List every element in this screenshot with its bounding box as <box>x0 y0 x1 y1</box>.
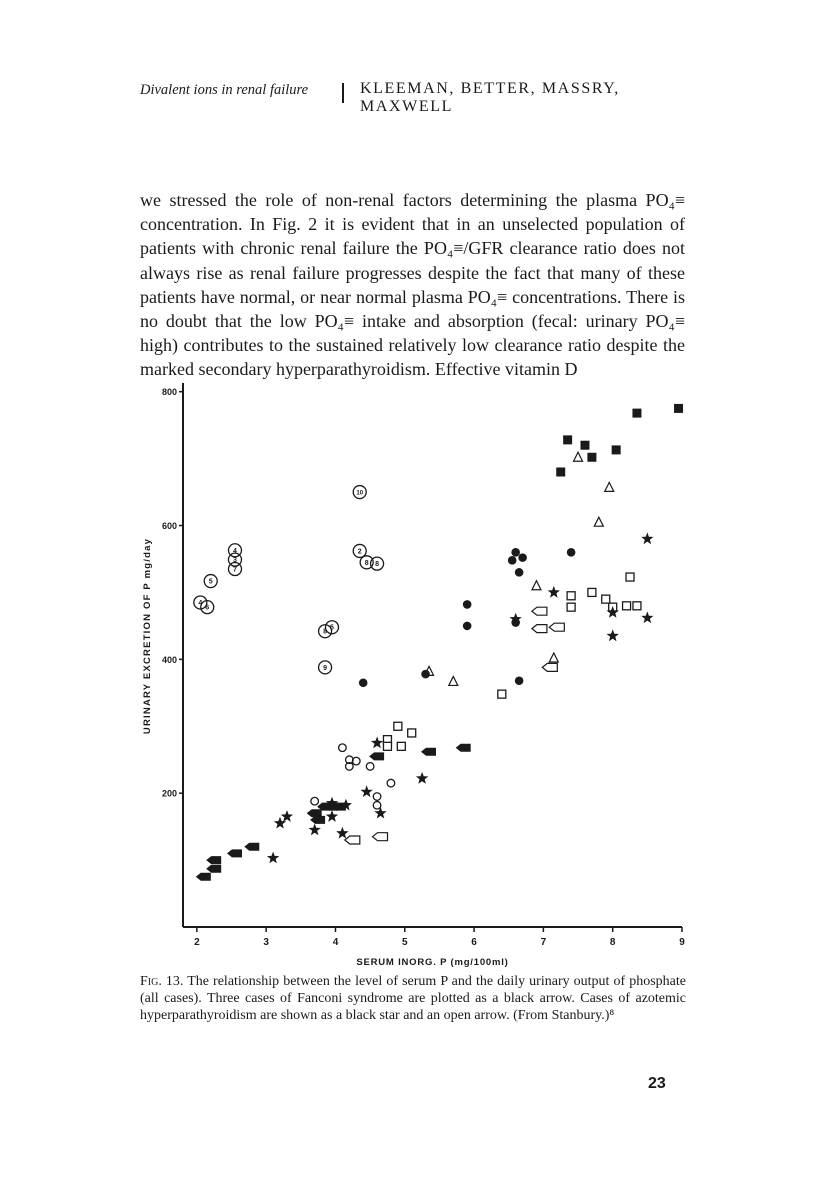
header-divider <box>342 83 344 103</box>
data-point-numbered-circle <box>204 575 217 588</box>
data-point-numbered-circle <box>319 661 332 674</box>
y-tick-label: 200 <box>161 788 177 799</box>
data-point-fstar <box>326 810 338 822</box>
data-point-farrow <box>369 752 384 760</box>
data-point-farrow <box>421 748 436 756</box>
data-point-fstar <box>309 824 321 836</box>
data-point-fcircle <box>359 678 368 687</box>
data-point-osquare <box>626 573 634 581</box>
data-point-otriangle <box>605 482 614 491</box>
body-paragraph <box>140 188 685 382</box>
data-point-oarrow <box>549 623 564 631</box>
data-point-otriangle <box>532 581 541 590</box>
data-point-fcircle <box>518 553 527 562</box>
numbered-circle-label: 5 <box>208 578 213 586</box>
data-point-fstar <box>267 852 279 864</box>
numbered-circle-label: 8 <box>323 628 328 636</box>
numbered-circle-label: 2 <box>357 548 362 556</box>
caption-label: Fig. 13. <box>140 974 184 989</box>
caption-text: The relationship between the level of serum P and the daily urinary output of phosphate (all cases). Three cases of Fanconi syndrome are plotted as a black arrow. Cases of azotemic hyperparathyroidism are shown as a black star and an open arrow. (From Stanbury.)⁸ <box>140 974 686 1023</box>
y-tick-label: 400 <box>161 654 177 665</box>
data-point-osquare <box>567 592 575 600</box>
data-point-fstar <box>281 810 293 822</box>
data-point-ocircle <box>387 779 395 787</box>
y-tick-label: 600 <box>161 521 177 532</box>
data-point-fsquare <box>674 404 683 413</box>
data-point-fsquare <box>556 467 565 476</box>
data-point-ocircle <box>311 797 319 805</box>
x-tick-label: 8 <box>609 937 616 948</box>
numbered-circle-label: 6 <box>205 604 210 612</box>
data-point-fstar <box>607 629 619 641</box>
numbered-circle-label: 7 <box>233 566 237 574</box>
data-point-farrow <box>206 865 221 873</box>
data-point-otriangle <box>449 676 458 685</box>
data-point-oarrow <box>532 625 547 633</box>
data-point-farrow <box>227 849 242 857</box>
data-point-numbered-circle <box>353 486 366 499</box>
page-number: 23 <box>648 1075 666 1092</box>
data-point-ocircle <box>352 757 360 765</box>
data-point-fsquare <box>632 409 641 418</box>
data-point-numbered-circle <box>228 563 241 576</box>
data-point-farrow <box>244 843 259 851</box>
data-point-farrow <box>206 856 221 864</box>
numbered-circle-label: 9 <box>323 664 328 672</box>
data-point-fstar <box>416 772 428 784</box>
data-point-otriangle <box>549 653 558 662</box>
data-point-fcircle <box>421 670 430 679</box>
numbered-circle-label: 4 <box>198 599 203 607</box>
data-point-otriangle <box>594 517 603 526</box>
numbered-circle-label: 8 <box>364 559 369 567</box>
data-point-fsquare <box>580 441 589 450</box>
data-point-fsquare <box>612 445 621 454</box>
figure-caption <box>140 973 686 1024</box>
data-point-numbered-circle <box>353 544 366 557</box>
data-point-oarrow <box>532 607 547 615</box>
numbered-circle-label: 10 <box>356 490 364 497</box>
data-point-ocircle <box>373 801 381 809</box>
data-point-otriangle <box>574 452 583 461</box>
numbered-circle-label: 3 <box>233 557 237 565</box>
data-point-osquare <box>498 690 506 698</box>
data-point-fcircle <box>508 556 517 565</box>
data-point-fcircle <box>463 622 472 631</box>
x-tick-label: 4 <box>332 937 339 948</box>
data-point-fstar <box>641 611 653 623</box>
header-authors: KLEEMAN, BETTER, MASSRY, MAXWELL <box>360 80 620 115</box>
numbered-circle-label: 8 <box>375 561 380 569</box>
data-point-fsquare <box>563 435 572 444</box>
y-axis-label: URINARY EXCRETION OF P mg/day <box>142 537 153 735</box>
y-tick-label: 800 <box>161 387 177 398</box>
data-point-farrow <box>456 744 471 752</box>
data-point-osquare <box>408 729 416 737</box>
data-point-osquare <box>397 742 405 750</box>
data-point-farrow <box>196 873 211 881</box>
data-point-ocircle <box>373 793 381 801</box>
data-point-fstar <box>548 586 560 598</box>
data-point-fstar <box>641 532 653 544</box>
x-tick-label: 2 <box>194 937 200 948</box>
x-axis-label: SERUM INORG. P (mg/100ml) <box>356 957 509 968</box>
data-point-osquare <box>588 588 596 596</box>
x-tick-label: 7 <box>540 937 547 948</box>
scatter-chart <box>130 375 710 975</box>
data-point-oarrow <box>373 833 388 841</box>
data-point-fstar <box>336 827 348 839</box>
data-point-fcircle <box>515 568 524 577</box>
data-point-fcircle <box>511 548 520 557</box>
data-point-osquare <box>383 742 391 750</box>
data-point-fcircle <box>567 548 576 557</box>
data-point-fcircle <box>515 676 524 685</box>
data-point-osquare <box>567 603 575 611</box>
numbered-circle-label: 5 <box>330 624 334 632</box>
data-point-fsquare <box>587 453 596 462</box>
figure-13 <box>130 375 710 975</box>
x-tick-label: 5 <box>401 937 408 948</box>
data-point-osquare <box>394 722 402 730</box>
data-point-fcircle <box>463 600 472 609</box>
data-point-osquare <box>633 602 641 610</box>
data-point-ocircle <box>366 763 374 771</box>
data-point-oarrow <box>345 836 360 844</box>
x-tick-label: 9 <box>679 937 685 948</box>
x-tick-label: 6 <box>471 937 477 948</box>
data-point-oarrow <box>542 663 557 671</box>
data-point-ocircle <box>339 744 347 752</box>
body-paragraph-text: we stressed the role of non-renal factors determining the plasma PO₄≡ concentration. In Fig. 2 it is evident that in an unselected population of patients with chronic renal failure the PO₄≡/GFR clearance ratio does not always rise as renal failure progresses despite the fact that many of these patients have normal, or near normal plasma PO₄≡ concentrations. There is no doubt that the low PO₄≡ intake and absorption (fecal: urinary PO₄≡ high) contributes to the sustained relatively low clearance ratio despite the marked secondary hyperparathyroidism. Effective vitamin D <box>140 190 685 380</box>
data-point-osquare <box>602 595 610 603</box>
data-point-osquare <box>623 602 631 610</box>
header-section-title: Divalent ions in renal failure <box>140 82 309 98</box>
numbered-circle-label: 4 <box>233 547 237 555</box>
running-header <box>140 80 680 115</box>
data-point-fstar <box>361 785 373 797</box>
data-point-fstar <box>371 737 383 749</box>
x-tick-label: 3 <box>263 937 269 948</box>
